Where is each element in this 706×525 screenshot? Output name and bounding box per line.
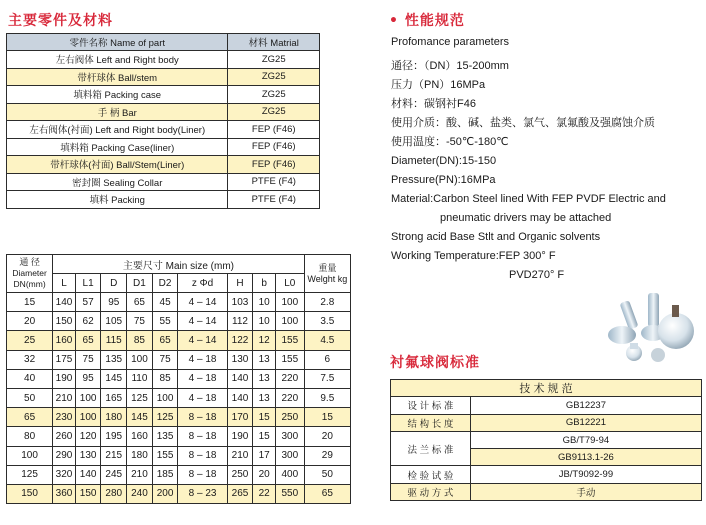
size-cell: 100 [75, 408, 101, 427]
size-cell: 150 [53, 312, 76, 331]
size-cell: 180 [101, 408, 127, 427]
size-cell: 4 – 14 [178, 312, 227, 331]
size-cell: 215 [101, 446, 127, 465]
weight-cell: 29 [304, 446, 350, 465]
size-cell: 100 [275, 312, 304, 331]
bullet-icon: • [389, 13, 399, 29]
table-row [7, 293, 351, 312]
parts-header-row [7, 34, 320, 51]
size-cell: 140 [53, 293, 76, 312]
size-cell: 45 [152, 293, 178, 312]
table-row [7, 312, 351, 331]
col-header: z Φd [178, 274, 227, 293]
part-material: PTFE (F4) [228, 191, 320, 209]
nominal-cn: 通 径 [19, 257, 40, 267]
table-row [391, 483, 702, 500]
size-cell: 140 [75, 465, 101, 484]
size-cell: 105 [101, 312, 127, 331]
parts-header-material: 材料 Matrial [228, 34, 320, 51]
table-row [7, 173, 320, 191]
size-cell: 100 [275, 293, 304, 312]
size-cell: 20 [253, 465, 276, 484]
size-cell: 8 – 23 [178, 484, 227, 503]
table-row [7, 138, 320, 156]
standard-label: 结 构 长 度 [391, 414, 471, 431]
size-cell: 170 [227, 408, 253, 427]
size-cell: 75 [75, 350, 101, 369]
part-name: 带杆球体 Ball/stem [7, 68, 228, 86]
table-row [7, 484, 351, 503]
size-cell: 135 [152, 427, 178, 446]
col-header: L0 [275, 274, 304, 293]
size-cell: 230 [53, 408, 76, 427]
standard-value: GB12221 [470, 414, 701, 431]
size-cell: 65 [75, 331, 101, 350]
size-cell: 95 [101, 293, 127, 312]
weight-cell: 15 [304, 408, 350, 427]
performance-title [389, 10, 465, 30]
size-cell: 8 – 18 [178, 408, 227, 427]
parts-header-part: 零件名称 Name of part [7, 34, 228, 51]
table-row [7, 369, 351, 388]
perf-line: PVD270° F [509, 269, 565, 281]
size-cell: 62 [75, 312, 101, 331]
part-name: 填料箱 Packing case [7, 86, 228, 104]
weight-cell: 9.5 [304, 388, 350, 407]
nominal-diameter-cell: 25 [7, 331, 53, 350]
size-cell: 145 [127, 408, 153, 427]
size-cell: 210 [53, 388, 76, 407]
table-row [7, 388, 351, 407]
perf-line: Working Temperature:FEP 300° F [391, 250, 556, 262]
part-material: ZG25 [228, 103, 320, 121]
size-cell: 250 [227, 465, 253, 484]
size-cell: 4 – 18 [178, 350, 227, 369]
standard-label: 检 验 试 验 [391, 466, 471, 483]
perf-line: Material:Carbon Steel lined With FEP PVDF Electric and [391, 193, 666, 205]
size-cell: 185 [152, 465, 178, 484]
size-header-row [7, 255, 351, 274]
table-row [7, 427, 351, 446]
size-cell: 125 [152, 408, 178, 427]
size-cell: 4 – 18 [178, 369, 227, 388]
table-row [391, 397, 702, 414]
size-cell: 280 [101, 484, 127, 503]
size-cell: 4 – 18 [178, 388, 227, 407]
perf-line: 材料：碳钢衬F46 [391, 98, 476, 110]
size-cell: 135 [101, 350, 127, 369]
table-row [391, 466, 702, 483]
size-cell: 65 [152, 331, 178, 350]
size-cell: 95 [75, 369, 101, 388]
nominal-diameter-cell: 50 [7, 388, 53, 407]
perf-line: 使用介质：酸、碱、盐类、氯气、氯氟酸及强腐蚀介质 [391, 117, 655, 129]
part-material: PTFE (F4) [228, 173, 320, 191]
part-material: ZG25 [228, 51, 320, 69]
col-header: D2 [152, 274, 178, 293]
size-cell: 210 [227, 446, 253, 465]
col-header: L [53, 274, 76, 293]
part-name: 密封圈 Sealing Collar [7, 173, 228, 191]
table-row [7, 86, 320, 104]
table-row [7, 156, 320, 174]
weight-cell: 6 [304, 350, 350, 369]
perf-line: Diameter(DN):15-150 [391, 155, 497, 167]
part-material: FEP (F46) [228, 138, 320, 156]
weight-cn: 重量 [318, 262, 337, 273]
size-cell: 165 [101, 388, 127, 407]
main-size-header: 主要尺寸 Main size (mm) [53, 255, 304, 274]
size-cell: 15 [253, 427, 276, 446]
size-subheader-row [7, 274, 351, 293]
col-header: H [227, 274, 253, 293]
size-cell: 180 [127, 446, 153, 465]
size-cell: 13 [253, 369, 276, 388]
table-row [7, 331, 351, 350]
size-cell: 10 [253, 293, 276, 312]
nominal-diameter-cell: 125 [7, 465, 53, 484]
size-cell: 12 [253, 331, 276, 350]
standard-label: 驱 动 方 式 [391, 483, 471, 500]
size-cell: 13 [253, 388, 276, 407]
size-cell: 140 [227, 369, 253, 388]
size-cell: 265 [227, 484, 253, 503]
size-cell: 250 [275, 408, 304, 427]
nominal-diameter-cell: 150 [7, 484, 53, 503]
perf-line: 压力（PN）16MPa [391, 79, 486, 91]
size-cell: 100 [127, 350, 153, 369]
standard-value: GB12237 [470, 397, 701, 414]
size-cell: 100 [152, 388, 178, 407]
size-cell: 160 [127, 427, 153, 446]
part-name: 左右阀体(衬面) Left and Right body(Liner) [7, 121, 228, 139]
size-table-body [7, 293, 351, 504]
size-cell: 300 [275, 446, 304, 465]
size-cell: 4 – 14 [178, 331, 227, 350]
perf-line: pneumatic drivers may be attached [440, 212, 612, 224]
size-cell: 112 [227, 312, 253, 331]
standard-label: 设 计 标 准 [391, 397, 471, 414]
part-name: 带杆球体(衬面) Ball/Stem(Liner) [7, 156, 228, 174]
size-table [6, 254, 351, 504]
weight-cell: 7.5 [304, 369, 350, 388]
table-row [7, 350, 351, 369]
col-header: b [253, 274, 276, 293]
weight-cell: 65 [304, 484, 350, 503]
table-row [7, 51, 320, 69]
weight-cell: 3.5 [304, 312, 350, 331]
col-header: D [101, 274, 127, 293]
nominal-diameter-cell: 65 [7, 408, 53, 427]
part-name: 手 柄 Bar [7, 103, 228, 121]
nominal-en: Diameter DN(mm) [12, 268, 47, 289]
table-row [7, 446, 351, 465]
size-cell: 103 [227, 293, 253, 312]
size-cell: 300 [275, 427, 304, 446]
part-name: 填料箱 Packing Case(liner) [7, 138, 228, 156]
size-cell: 10 [253, 312, 276, 331]
nominal-diameter-header [7, 255, 53, 293]
part-name: 左右阀体 Left and Right body [7, 51, 228, 69]
size-cell: 145 [101, 369, 127, 388]
size-cell: 320 [53, 465, 76, 484]
size-cell: 155 [275, 350, 304, 369]
size-cell: 160 [53, 331, 76, 350]
size-cell: 220 [275, 369, 304, 388]
size-cell: 75 [127, 312, 153, 331]
nominal-diameter-cell: 20 [7, 312, 53, 331]
size-cell: 360 [53, 484, 76, 503]
nominal-diameter-cell: 32 [7, 350, 53, 369]
weight-en: Welght kg [307, 273, 348, 284]
size-cell: 290 [53, 446, 76, 465]
perf-line: 通径：（DN）15-200mm [391, 60, 509, 72]
weight-cell: 2.8 [304, 293, 350, 312]
size-cell: 22 [253, 484, 276, 503]
nominal-diameter-cell: 40 [7, 369, 53, 388]
standards-header: 技 术 规 范 [391, 380, 702, 397]
size-cell: 15 [253, 408, 276, 427]
size-cell: 130 [75, 446, 101, 465]
valve-parts-photo [596, 283, 700, 366]
table-row [7, 121, 320, 139]
nominal-diameter-cell: 15 [7, 293, 53, 312]
size-cell: 195 [101, 427, 127, 446]
size-cell: 8 – 18 [178, 427, 227, 446]
weight-cell: 20 [304, 427, 350, 446]
table-row [7, 408, 351, 427]
size-cell: 190 [53, 369, 76, 388]
size-cell: 220 [275, 388, 304, 407]
size-cell: 110 [127, 369, 153, 388]
size-cell: 155 [152, 446, 178, 465]
nominal-diameter-cell: 80 [7, 427, 53, 446]
size-cell: 75 [152, 350, 178, 369]
part-material: FEP (F46) [228, 156, 320, 174]
parts-table [6, 33, 320, 209]
size-cell: 140 [227, 388, 253, 407]
weight-cell: 50 [304, 465, 350, 484]
weight-header [304, 255, 350, 293]
size-cell: 130 [227, 350, 253, 369]
size-cell: 120 [75, 427, 101, 446]
size-cell: 190 [227, 427, 253, 446]
table-row [391, 431, 702, 448]
standard-value: 手动 [470, 483, 701, 500]
performance-title-text: 性能规范 [404, 13, 465, 29]
nominal-diameter-cell: 100 [7, 446, 53, 465]
perf-line: Profomance parameters [391, 36, 509, 48]
size-cell: 125 [127, 388, 153, 407]
size-cell: 245 [101, 465, 127, 484]
size-cell: 550 [275, 484, 304, 503]
standard-label: 法 兰 标 准 [391, 431, 471, 466]
col-header: D1 [127, 274, 153, 293]
size-cell: 100 [75, 388, 101, 407]
standards-table [390, 379, 702, 501]
table-row [7, 68, 320, 86]
part-material: ZG25 [228, 68, 320, 86]
size-cell: 4 – 14 [178, 293, 227, 312]
size-cell: 260 [53, 427, 76, 446]
table-row [7, 103, 320, 121]
weight-cell: 4.5 [304, 331, 350, 350]
part-material: ZG25 [228, 86, 320, 104]
size-cell: 8 – 18 [178, 446, 227, 465]
table-row [391, 414, 702, 431]
perf-line: 使用温度：-50℃-180℃ [391, 136, 509, 148]
size-cell: 400 [275, 465, 304, 484]
standards-title: 衬氟球阀标准 [390, 355, 480, 371]
parts-title: 主要零件及材料 [8, 13, 113, 29]
size-cell: 115 [101, 331, 127, 350]
part-material: FEP (F46) [228, 121, 320, 139]
standard-value: GB9113.1-26 [470, 449, 701, 466]
size-cell: 17 [253, 446, 276, 465]
standard-value: GB/T79-94 [470, 431, 701, 448]
size-cell: 13 [253, 350, 276, 369]
size-cell: 175 [53, 350, 76, 369]
size-cell: 240 [127, 484, 153, 503]
size-cell: 85 [152, 369, 178, 388]
size-cell: 57 [75, 293, 101, 312]
size-cell: 85 [127, 331, 153, 350]
size-cell: 210 [127, 465, 153, 484]
table-row [7, 465, 351, 484]
size-cell: 8 – 18 [178, 465, 227, 484]
size-cell: 122 [227, 331, 253, 350]
perf-line: Pressure(PN):16MPa [391, 174, 496, 186]
size-cell: 150 [75, 484, 101, 503]
part-name: 填料 Packing [7, 191, 228, 209]
size-cell: 55 [152, 312, 178, 331]
standard-value: JB/T9092-99 [470, 466, 701, 483]
size-cell: 155 [275, 331, 304, 350]
col-header: L1 [75, 274, 101, 293]
standards-header-row [391, 380, 702, 397]
table-row [7, 191, 320, 209]
size-cell: 65 [127, 293, 153, 312]
perf-line: Strong acid Base Stlt and Organic solvents [391, 231, 601, 243]
size-cell: 200 [152, 484, 178, 503]
